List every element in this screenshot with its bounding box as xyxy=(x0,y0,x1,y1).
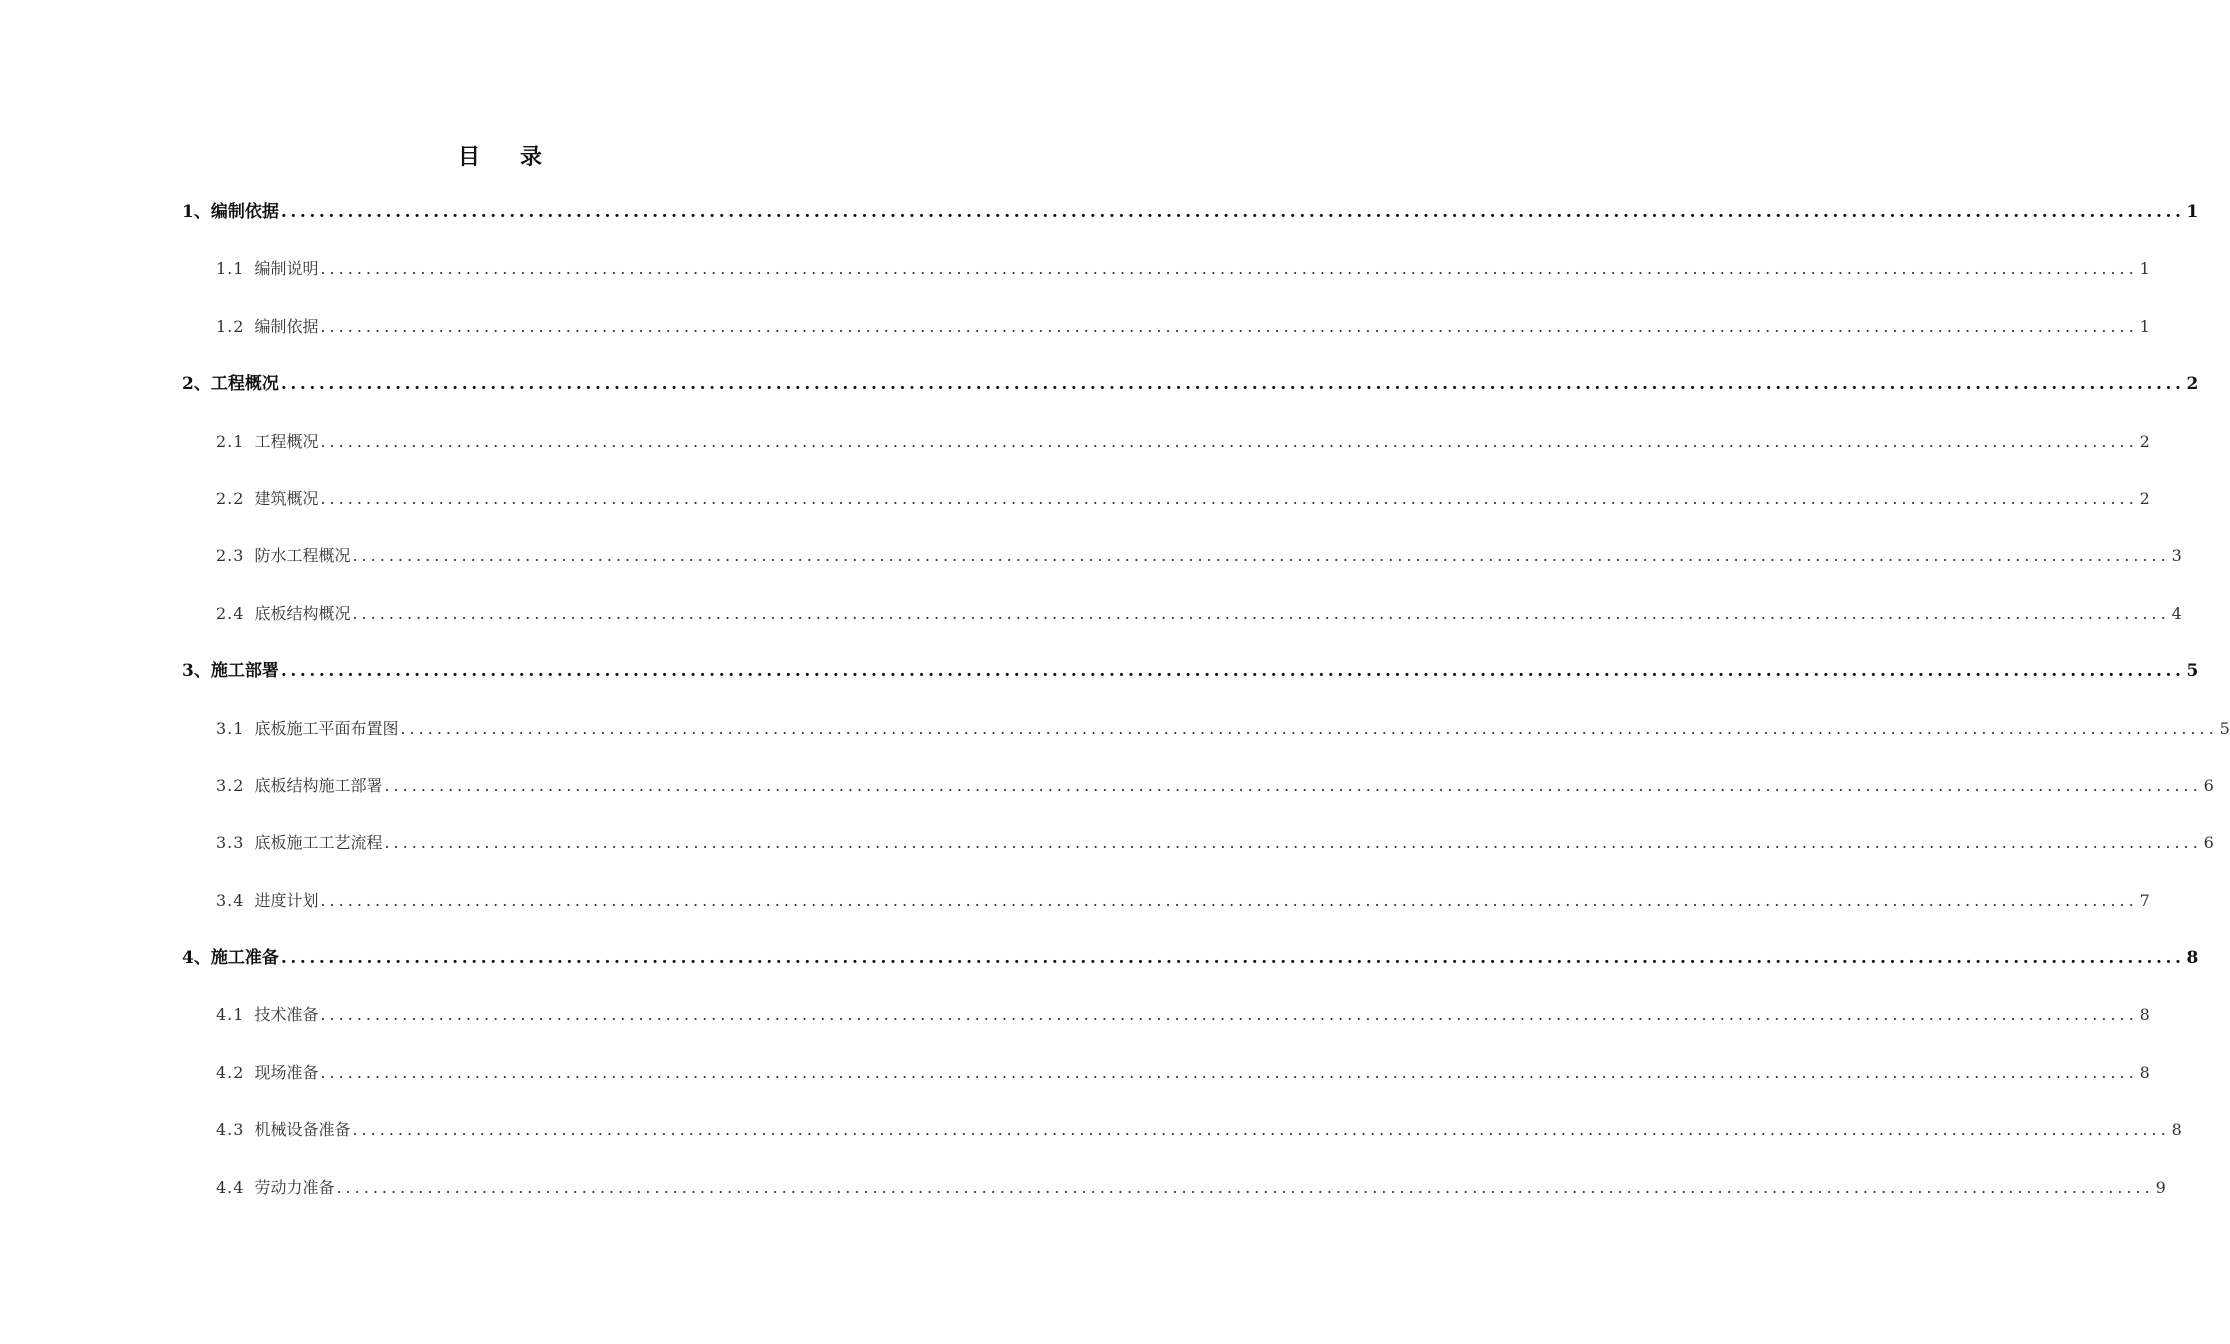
toc-entry-number: 4.4 xyxy=(216,1177,245,1197)
toc-entry-page-number: 2 xyxy=(2139,488,2150,508)
toc-dot-leader: ........................................................................................................................................................................................................ xyxy=(384,775,2202,795)
toc-dot-leader: ........................................................................................................................................................................................................ xyxy=(352,603,2170,623)
toc-entry-number: 2、 xyxy=(182,374,211,395)
toc-dot-leader: ........................................................................................................................................................................................................ xyxy=(320,316,2138,336)
toc-chapter-entry[interactable] xyxy=(182,370,2199,427)
toc-entry-number: 2.2 xyxy=(216,488,245,508)
toc-entry-page-number: 7 xyxy=(2139,890,2150,910)
toc-entry-number: 3.2 xyxy=(216,775,245,795)
toc-entry-label: 工程概况 xyxy=(254,431,319,451)
toc-section-entry[interactable] xyxy=(182,313,2150,370)
toc-entry-page-number: 8 xyxy=(2139,1005,2150,1025)
toc-entry-page-number: 2 xyxy=(2186,374,2199,395)
toc-entry-page-number: 1 xyxy=(2186,202,2199,222)
toc-entry-label: 机械设备准备 xyxy=(254,1120,351,1140)
toc-section-entry[interactable] xyxy=(182,715,2230,772)
toc-entry-page-number: 3 xyxy=(2171,546,2182,566)
toc-dot-leader: ........................................................................................................................................................................................................ xyxy=(320,890,2138,910)
toc-entry-number: 4.3 xyxy=(216,1120,245,1140)
toc-dot-leader: ........................................................................................................................................................................................................ xyxy=(280,661,2185,682)
toc-entry-page-number: 4 xyxy=(2171,603,2182,623)
toc-entry-label: 底板结构施工部署 xyxy=(254,775,383,795)
toc-dot-leader: ........................................................................................................................................................................................................ xyxy=(320,1005,2138,1025)
toc-section-entry[interactable] xyxy=(182,1001,2150,1058)
toc-entry-page-number: 6 xyxy=(2203,833,2214,853)
toc-section-entry[interactable] xyxy=(182,255,2150,312)
toc-entry-number: 1.1 xyxy=(216,259,245,279)
toc-section-entry[interactable] xyxy=(182,1174,2166,1231)
toc-entry-label: 施工部署 xyxy=(210,661,279,682)
toc-section-entry[interactable] xyxy=(182,887,2150,944)
toc-dot-leader: ........................................................................................................................................................................................................ xyxy=(384,833,2202,853)
toc-entry-label: 建筑概况 xyxy=(254,488,319,508)
toc-section-entry[interactable] xyxy=(182,428,2150,485)
toc-entry-label: 防水工程概况 xyxy=(254,546,351,566)
toc-entry-label: 编制依据 xyxy=(254,316,319,336)
toc-entry-page-number: 6 xyxy=(2203,775,2214,795)
toc-entry-number: 2.4 xyxy=(216,603,245,623)
toc-entry-page-number: 8 xyxy=(2186,948,2199,969)
toc-dot-leader: ........................................................................................................................................................................................................ xyxy=(352,1120,2170,1140)
toc-dot-leader: ........................................................................................................................................................................................................ xyxy=(320,1062,2138,1082)
toc-entry-label: 技术准备 xyxy=(254,1005,319,1025)
toc-section-entry[interactable] xyxy=(182,829,2214,886)
toc-dot-leader: ........................................................................................................................................................................................................ xyxy=(352,546,2170,566)
toc-entry-number: 1.2 xyxy=(216,316,245,336)
toc-entry-page-number: 5 xyxy=(2219,718,2230,738)
toc-entry-label: 工程概况 xyxy=(210,374,279,395)
toc-chapter-entry[interactable] xyxy=(182,944,2199,1001)
toc-title-part1: 目 xyxy=(457,144,480,170)
toc-dot-leader: ........................................................................................................................................................................................................ xyxy=(280,202,2185,222)
toc-entry-label: 劳动力准备 xyxy=(254,1177,335,1197)
toc-dot-leader: ........................................................................................................................................................................................................ xyxy=(400,718,2218,738)
toc-entry-number: 3、 xyxy=(182,661,211,682)
toc-entry-number: 4.1 xyxy=(216,1005,245,1025)
toc-entry-number: 2.3 xyxy=(216,546,245,566)
toc-entry-page-number: 5 xyxy=(2186,661,2199,682)
toc-entry-page-number: 9 xyxy=(2155,1177,2166,1197)
toc-entry-page-number: 8 xyxy=(2139,1062,2150,1082)
toc-entry-label: 底板结构概况 xyxy=(254,603,351,623)
toc-dot-leader: ........................................................................................................................................................................................................ xyxy=(280,374,2185,395)
toc-dot-leader: ........................................................................................................................................................................................................ xyxy=(320,259,2138,279)
toc-dot-leader: ........................................................................................................................................................................................................ xyxy=(336,1177,2154,1197)
toc-dot-leader: ........................................................................................................................................................................................................ xyxy=(320,488,2138,508)
toc-entry-page-number: 8 xyxy=(2171,1120,2182,1140)
toc-entry-label: 进度计划 xyxy=(254,890,319,910)
toc-entry-label: 编制依据 xyxy=(210,202,279,222)
toc-section-entry[interactable] xyxy=(182,772,2214,829)
toc-chapter-entry[interactable] xyxy=(182,198,2199,255)
toc-title-part2: 录 xyxy=(520,144,543,170)
toc-dot-leader: ........................................................................................................................................................................................................ xyxy=(320,431,2138,451)
toc-entry-label: 编制说明 xyxy=(254,259,319,279)
toc-entry-number: 2.1 xyxy=(216,431,245,451)
toc-entry-number: 3.4 xyxy=(216,890,245,910)
toc-section-entry[interactable] xyxy=(182,542,2182,599)
toc-entry-label: 底板施工工艺流程 xyxy=(254,833,383,853)
toc-entry-label: 施工准备 xyxy=(210,948,279,969)
toc-entry-number: 1、 xyxy=(182,202,211,222)
table-of-contents xyxy=(182,198,2230,1231)
toc-entry-page-number: 1 xyxy=(2139,259,2150,279)
toc-section-entry[interactable] xyxy=(182,600,2182,657)
toc-section-entry[interactable] xyxy=(182,1116,2182,1173)
toc-dot-leader: ........................................................................................................................................................................................................ xyxy=(280,948,2185,969)
toc-section-entry[interactable] xyxy=(182,1059,2150,1116)
toc-entry-number: 4、 xyxy=(182,948,211,969)
toc-entry-number: 4.2 xyxy=(216,1062,245,1082)
toc-section-entry[interactable] xyxy=(182,485,2150,542)
toc-entry-page-number: 1 xyxy=(2139,316,2150,336)
toc-chapter-entry[interactable] xyxy=(182,657,2199,714)
toc-entry-label: 现场准备 xyxy=(254,1062,319,1082)
toc-entry-number: 3.3 xyxy=(216,833,245,853)
toc-entry-label: 底板施工平面布置图 xyxy=(254,718,399,738)
toc-entry-number: 3.1 xyxy=(216,718,245,738)
toc-entry-page-number: 2 xyxy=(2139,431,2150,451)
toc-title xyxy=(0,140,1000,171)
